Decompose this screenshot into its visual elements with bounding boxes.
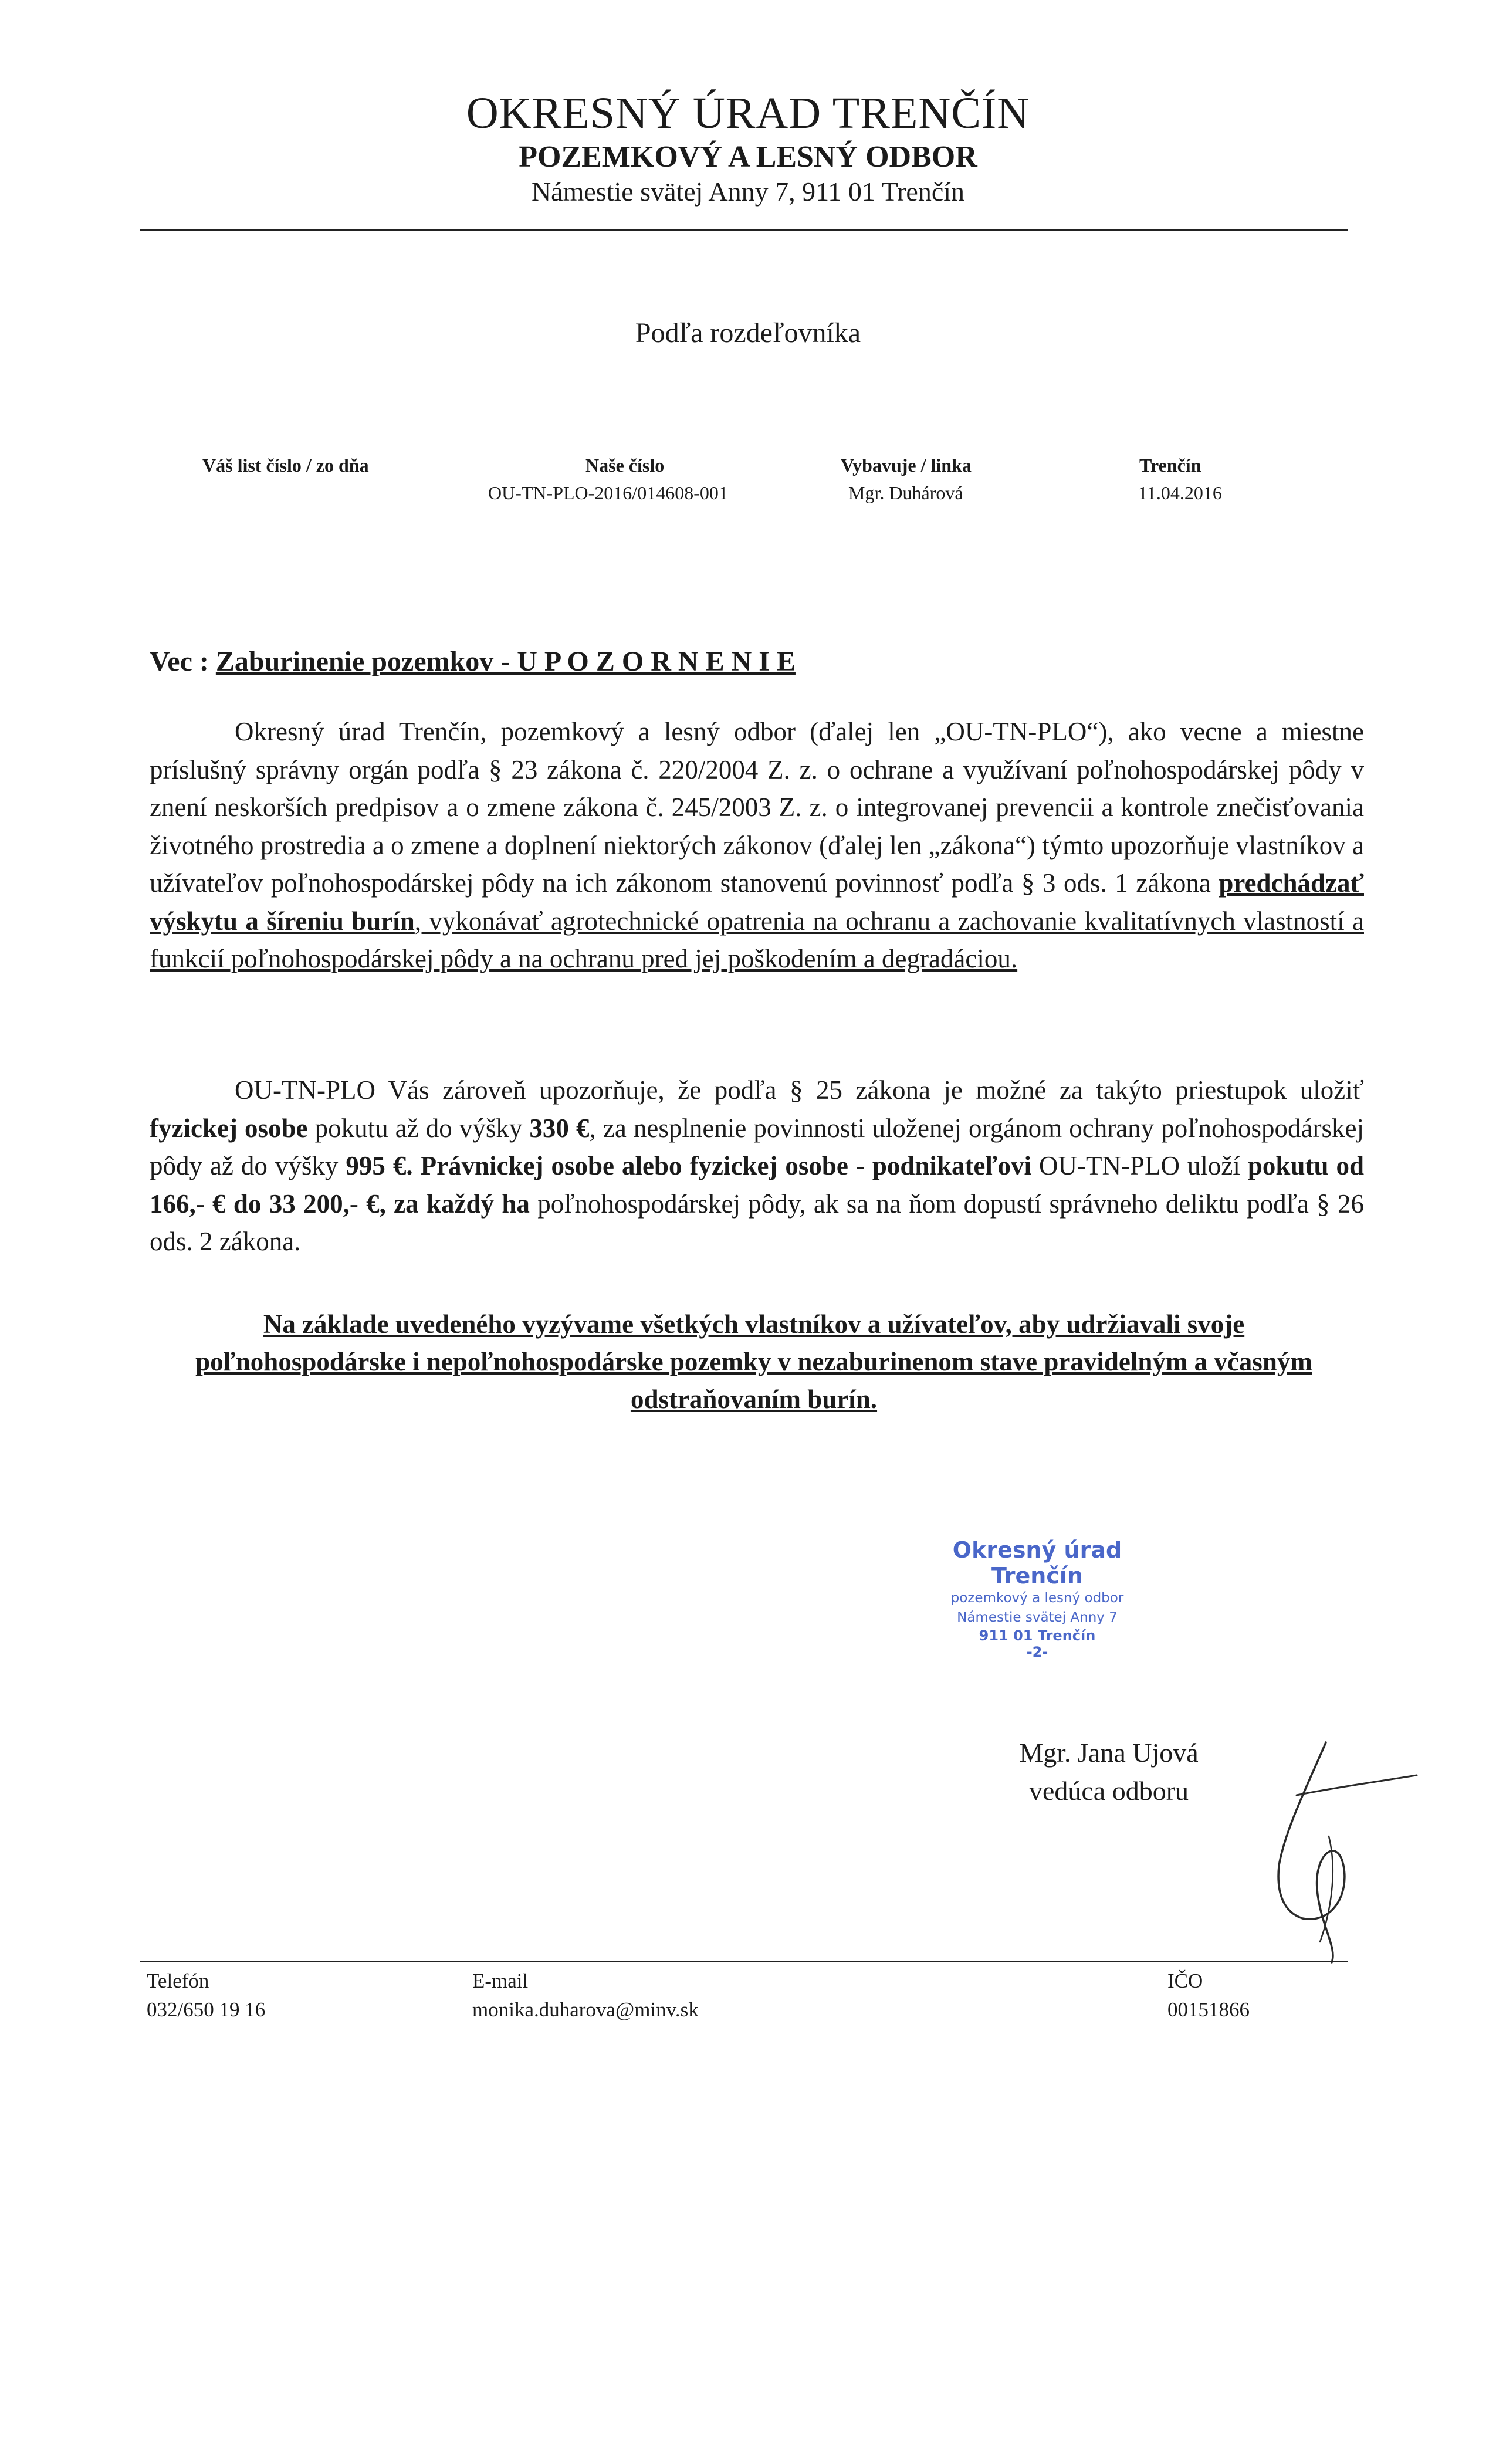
email-value: monika.duharova@minv.sk	[472, 1998, 699, 2021]
p2-text-5: poľnohospodárskej pôdy, ak sa na ňom dopustí správneho deliktu podľa § 26 ods. 2 zákona.	[150, 1189, 1364, 1256]
email-label: E-mail	[472, 1969, 529, 1992]
p2-fine-330: 330 €	[529, 1113, 590, 1143]
footer-divider	[140, 1961, 1348, 1962]
handled-by-label: Vybavuje / linka	[841, 455, 972, 476]
office-stamp	[908, 1537, 1166, 1660]
phone-value: 032/650 19 16	[147, 1998, 266, 2021]
subject-prefix: Vec :	[150, 646, 216, 677]
our-ref-label: Naše číslo	[585, 455, 665, 476]
call-to-action: Na základe uvedeného vyzývame všetkých vlastníkov a užívateľov, aby udržiavali svoje poľnohospodárske i nepoľnohospodárske pozemky v nezaburinenom stave pravidelným a včasným odstraňovaním burín.	[195, 1309, 1312, 1414]
stamp-city: 911 01 Trenčín	[979, 1627, 1096, 1644]
p2-text-1: OU-TN-PLO Vás zároveň upozorňuje, že podľa § 25 zákona je možné za takýto priestupok uložiť	[235, 1075, 1364, 1105]
phone-label: Telefón	[147, 1969, 209, 1992]
stamp-department: pozemkový a lesný odbor	[950, 1590, 1124, 1606]
p2-text-3: , za nesplnenie povinnosti uloženej orgánom ochrany poľnohospodárskej pôdy až do výšky	[150, 1113, 1365, 1180]
p2-natural-person: fyzickej osobe	[150, 1113, 308, 1143]
signer-name: Mgr. Jana Ujová	[1019, 1738, 1199, 1768]
office-title: OKRESNÝ ÚRAD TRENČÍN	[466, 89, 1030, 138]
stamp-office: Okresný úrad Trenčín	[952, 1537, 1122, 1589]
paragraph-obligation	[150, 713, 1364, 978]
p2-fine-range: pokutu od 166,- € do 33 200,- €, za každý ha	[150, 1151, 1364, 1219]
your-ref-label: Váš list číslo / zo dňa	[202, 455, 369, 476]
footer-phone	[147, 1967, 265, 2024]
stamp-street: Námestie svätej Anny 7	[957, 1610, 1118, 1625]
place-label: Trenčín	[1139, 455, 1201, 476]
our-ref-value: OU-TN-PLO-2016/014608-001	[488, 482, 728, 503]
p2-fine-995-legal-person: 995 €. Právnickej osobe alebo fyzickej osobe - podnikateľovi	[346, 1151, 1031, 1180]
handled-by-value: Mgr. Duhárová	[848, 482, 963, 503]
distribution-note: Podľa rozdeľovníka	[635, 317, 861, 348]
p1-text-2: , vykonávať agrotechnické opatrenia na ochranu a zachovanie kvalitatívnych vlastností a funkcií poľnohospodárskej pôdy a na ochranu pred jej poškodením a degradáciou.	[150, 906, 1364, 973]
stamp-number: -2-	[1026, 1644, 1048, 1660]
p2-text-2: pokutu až do výšky	[307, 1113, 530, 1143]
subject-line	[150, 645, 796, 678]
footer-ico	[1167, 1967, 1250, 2024]
paragraph-penalties	[150, 1071, 1364, 1261]
subject-text: Zaburinenie pozemkov - U P O Z O R N E N I E	[215, 646, 796, 677]
p1-text-1: Okresný úrad Trenčín, pozemkový a lesný odbor (ďalej len „OU-TN-PLO“), ako vecne a miestne príslušný správny orgán podľa § 23 zákona č. 220/2004 Z. z. o ochrane a využívaní poľnohospodárskej pôdy v znení neskorších predpisov a o zmene zákona č. 245/2003 Z. z. o integrovanej prevencii a kontrole znečisťovania životného prostredia a o zmene a doplnení niektorých zákonov (ďalej len „zákona“) týmto upozorňuje vlastníkov a užívateľov poľnohospodárskej pôdy na ich zákonom stanovenú povinnosť podľa § 3 ods. 1 zákona	[150, 717, 1364, 898]
p1-weed-prevention: predchádzať výskytu a šíreniu burín	[150, 868, 1364, 936]
header-divider	[140, 229, 1348, 231]
office-address: Námestie svätej Anny 7, 911 01 Trenčín	[531, 177, 965, 207]
signer-title: vedúca odboru	[1028, 1776, 1189, 1806]
letter-date: 11.04.2016	[1138, 482, 1222, 503]
footer-email	[472, 1967, 699, 2024]
ico-label: IČO	[1167, 1969, 1203, 1992]
department-title: POZEMKOVÝ A LESNÝ ODBOR	[519, 140, 977, 174]
ico-value: 00151866	[1167, 1998, 1250, 2021]
handwritten-signature	[1261, 1719, 1455, 1971]
p2-text-4: OU-TN-PLO uloží	[1031, 1151, 1248, 1180]
